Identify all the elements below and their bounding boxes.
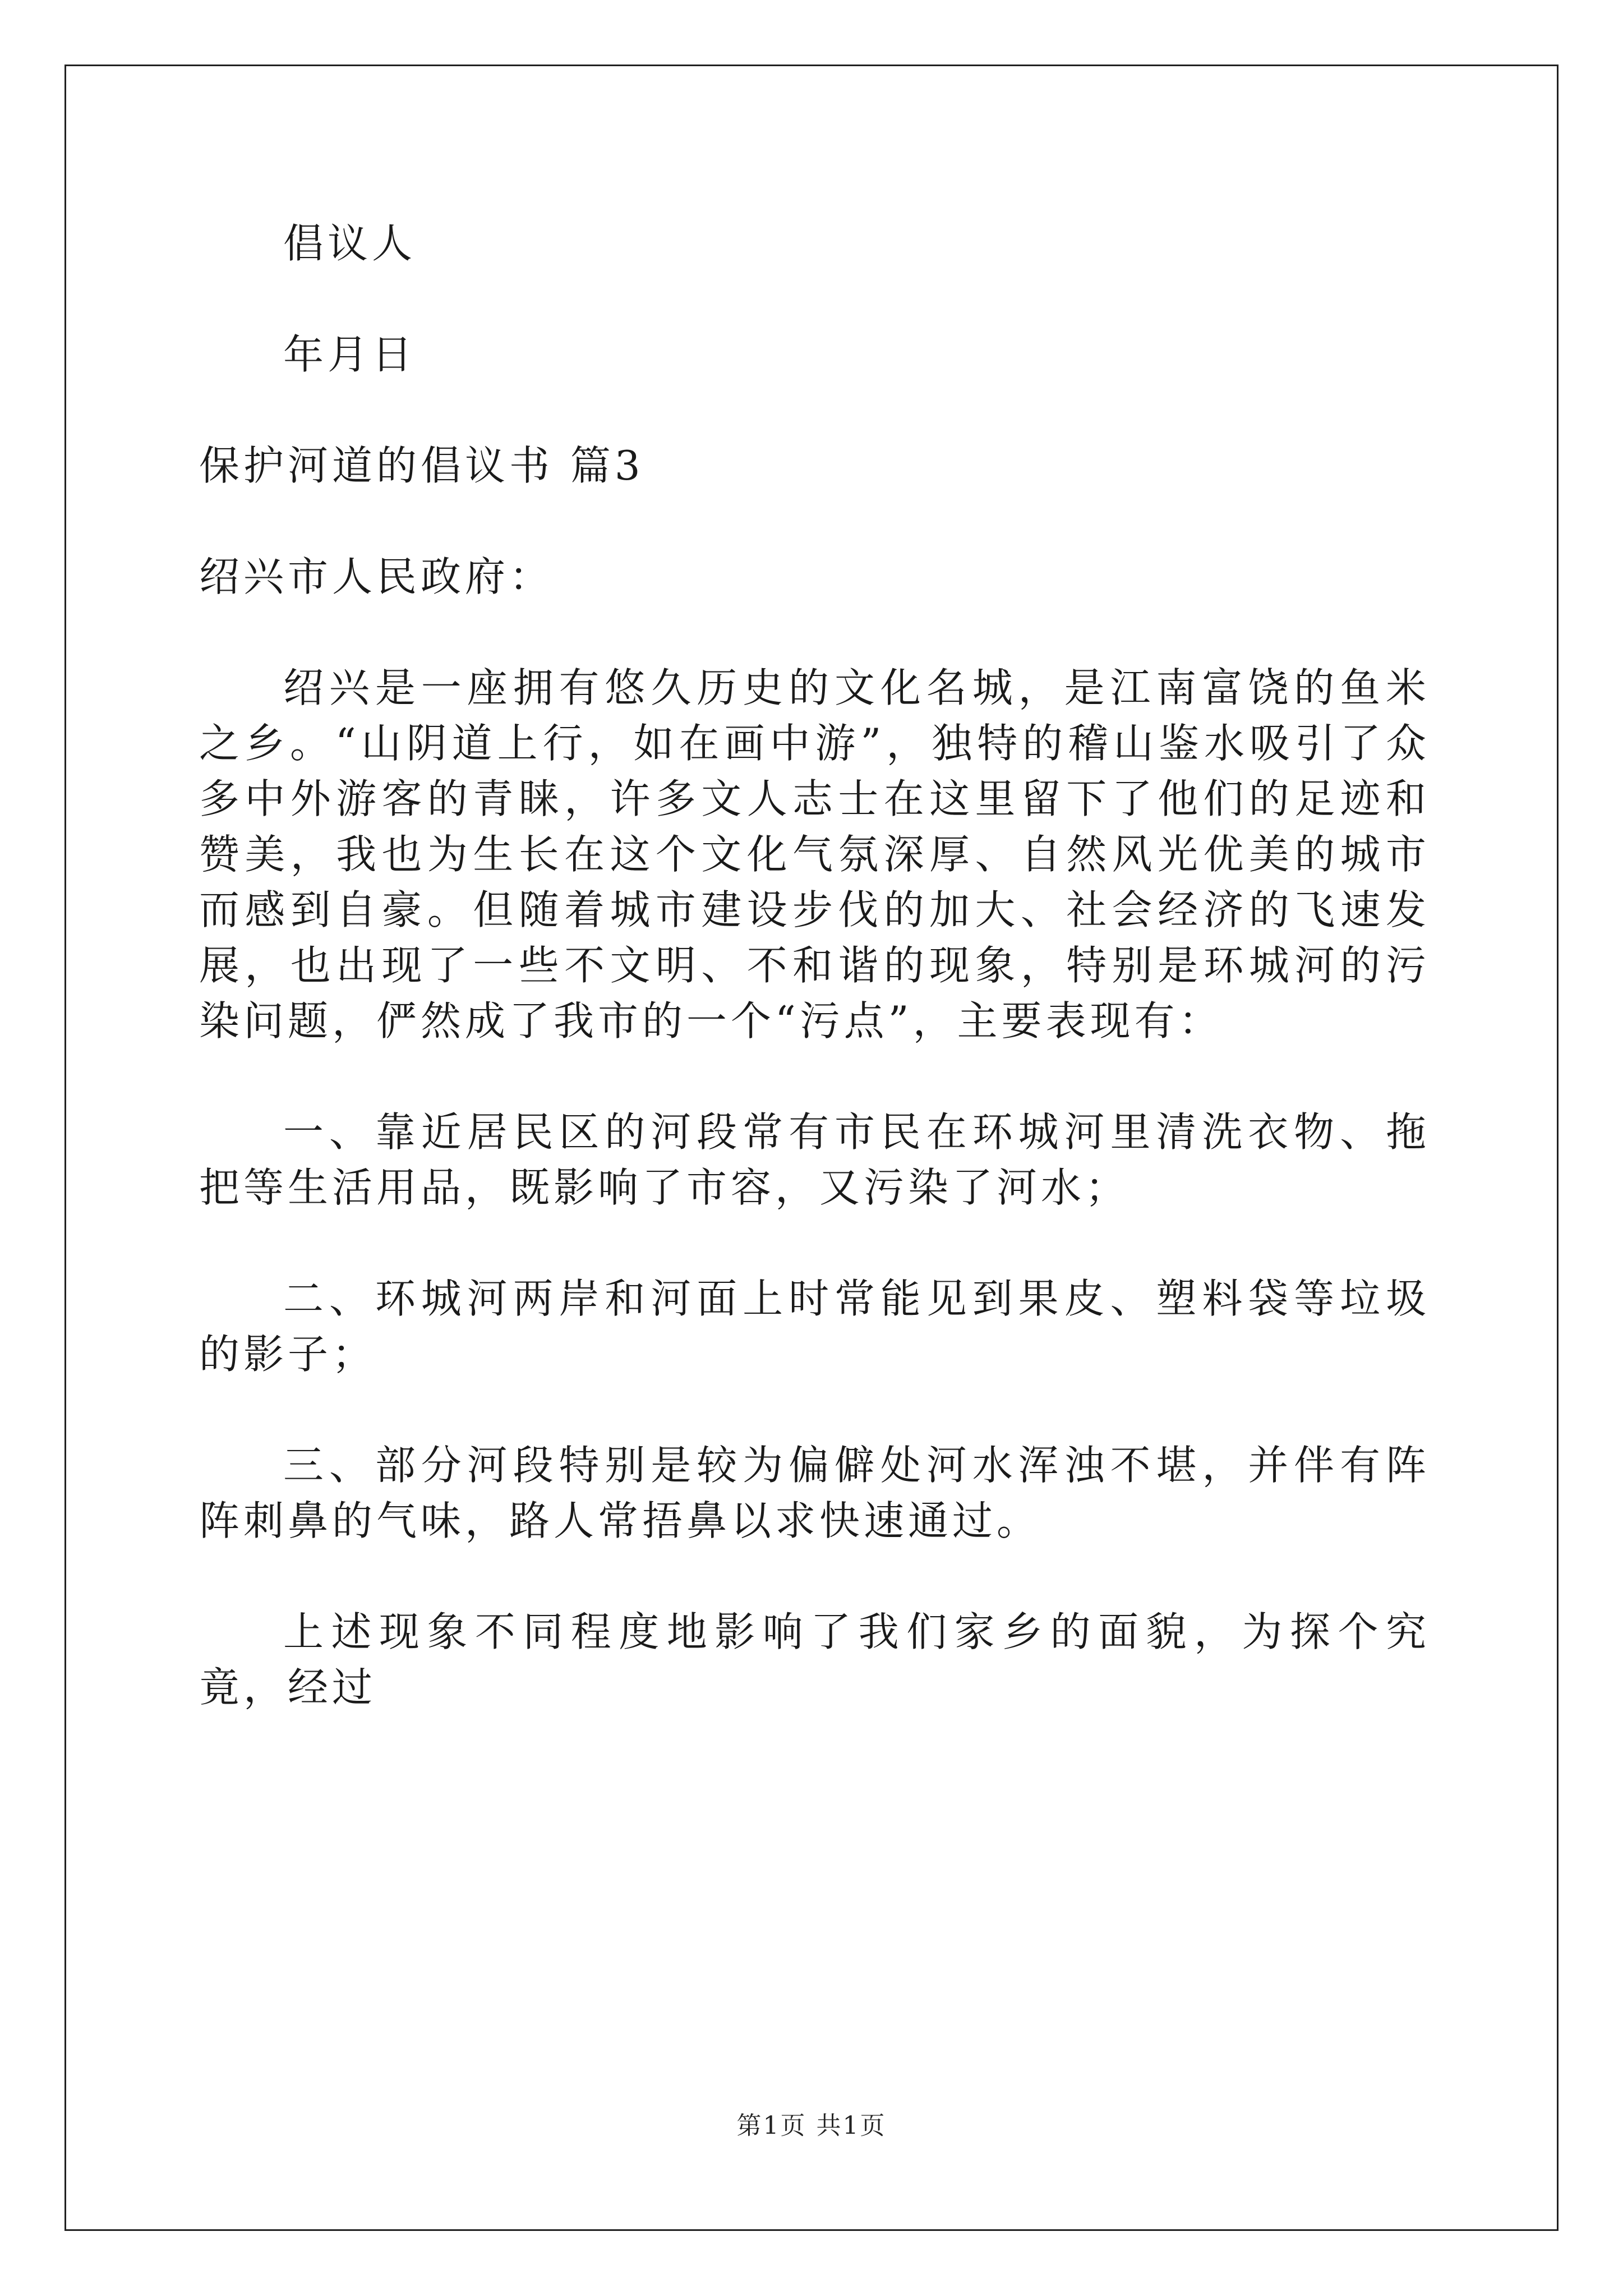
paragraph-intro: 绍兴是一座拥有悠久历史的文化名城，是江南富饶的鱼米之乡。“山阴道上行，如在画中游”，独特的稽山鉴水吸引了众多中外游客的青睐，许多文人志士在这里留下了他们的足迹和赞美，我也为生长在这个文化气氛深厚、自然风光优美的城市而感到自豪。但随着城市建设步伐的加大、社会经济的飞速发展，也出现了一些不文明、不和谐的现象，特别是环城河的污染问题，俨然成了我市的一个“污点”，主要表现有： — [199, 664, 1430, 1045]
paragraph-item-1: 一、靠近居民区的河段常有市民在环城河里清洗衣物、拖把等生活用品，既影响了市容，又污染了河水； — [199, 1108, 1430, 1211]
section-title: 保护河道的倡议书 篇3 — [199, 442, 644, 489]
page-footer: 第1页 共1页 — [736, 2111, 887, 2140]
paragraph-item-3: 三、部分河段特别是较为偏僻处河水浑浊不堪，并伴有阵阵刺鼻的气味，路人常捂鼻以求快速通过。 — [199, 1442, 1430, 1544]
document-body — [199, 216, 1430, 1715]
paragraph-item-2: 二、环城河两岸和河面上时常能见到果皮、塑料袋等垃圾的影子； — [199, 1275, 1430, 1378]
date-line: 年月日 — [283, 331, 417, 378]
paragraph-conclusion: 上述现象不同程度地影响了我们家乡的面貌，为探个究竟，经过 — [199, 1608, 1430, 1711]
salutation: 绍兴市人民政府： — [199, 553, 554, 600]
signature-line: 倡议人 — [283, 220, 417, 267]
